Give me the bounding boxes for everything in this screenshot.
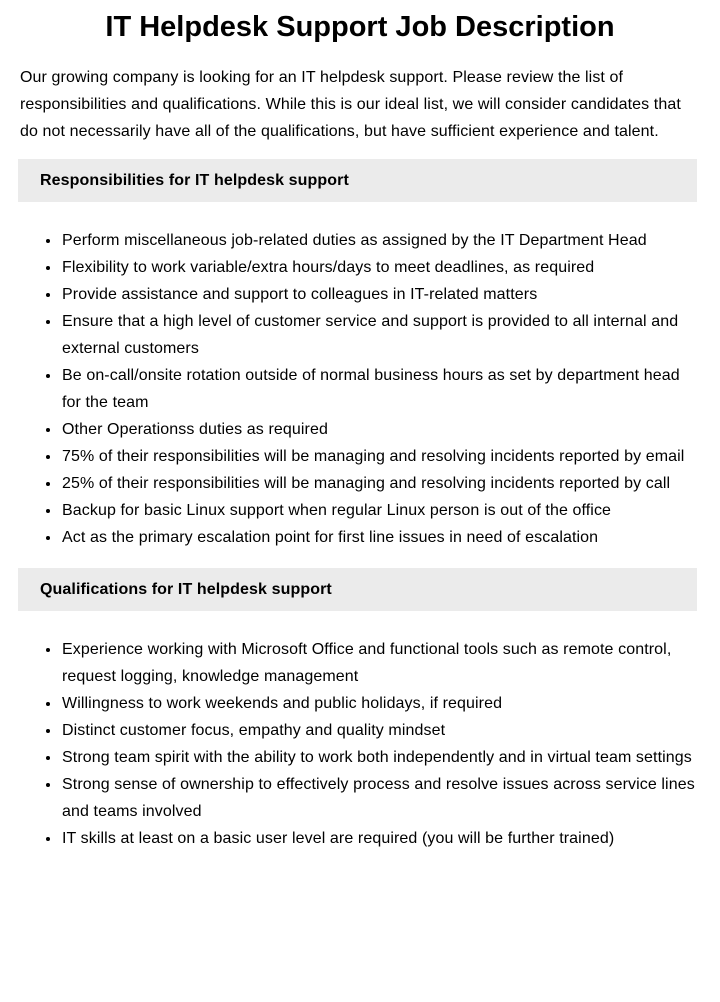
list-item: • Experience working with Microsoft Office and functional tools such as remote control, request logging, knowledge management [61,636,698,690]
section-heading: Qualifications for IT helpdesk support [40,580,332,598]
list-item: • Flexibility to work variable/extra hours/days to meet deadlines, as required [61,254,698,281]
list-item: • Provide assistance and support to colleagues in IT-related matters [61,281,698,308]
sections-container [0,159,720,869]
section-heading: Responsibilities for IT helpdesk support [40,171,349,189]
section-header-bar [18,568,697,611]
list-item: • Backup for basic Linux support when regular Linux person is out of the office [61,497,698,524]
list-item: • Perform miscellaneous job-related duties as assigned by the IT Department Head [61,227,698,254]
list-item: • Other Operationss duties as required [61,416,698,443]
page-title: IT Helpdesk Support Job Description [105,11,615,43]
intro-paragraph: Our growing company is looking for an IT helpdesk support. Please review the list of responsibilities and qualifications. While this is our ideal list, we will consider candidates that do not necessarily have all of the qualifications, but have sufficient experience and talent. [20,69,681,140]
list-item: • Strong sense of ownership to effectively process and resolve issues across service lines and teams involved [61,771,698,825]
list-item: • IT skills at least on a basic user level are required (you will be further trained) [61,825,698,852]
list-item: • Strong team spirit with the ability to work both independently and in virtual team settings [61,744,698,771]
list-item: • Distinct customer focus, empathy and quality mindset [61,717,698,744]
list-item: • 75% of their responsibilities will be managing and resolving incidents reported by email [61,443,698,470]
list-item: • Act as the primary escalation point for first line issues in need of escalation [61,524,698,551]
list-item: • Willingness to work weekends and public holidays, if required [61,690,698,717]
list-item: • Be on-call/onsite rotation outside of normal business hours as set by department head for the team [61,362,698,416]
bullet-list [0,611,720,869]
bullet-list [0,202,720,568]
list-item: • 25% of their responsibilities will be managing and resolving incidents reported by call [61,470,698,497]
list-item: • Ensure that a high level of customer service and support is provided to all internal and external customers [61,308,698,362]
section-header-bar [18,159,697,202]
